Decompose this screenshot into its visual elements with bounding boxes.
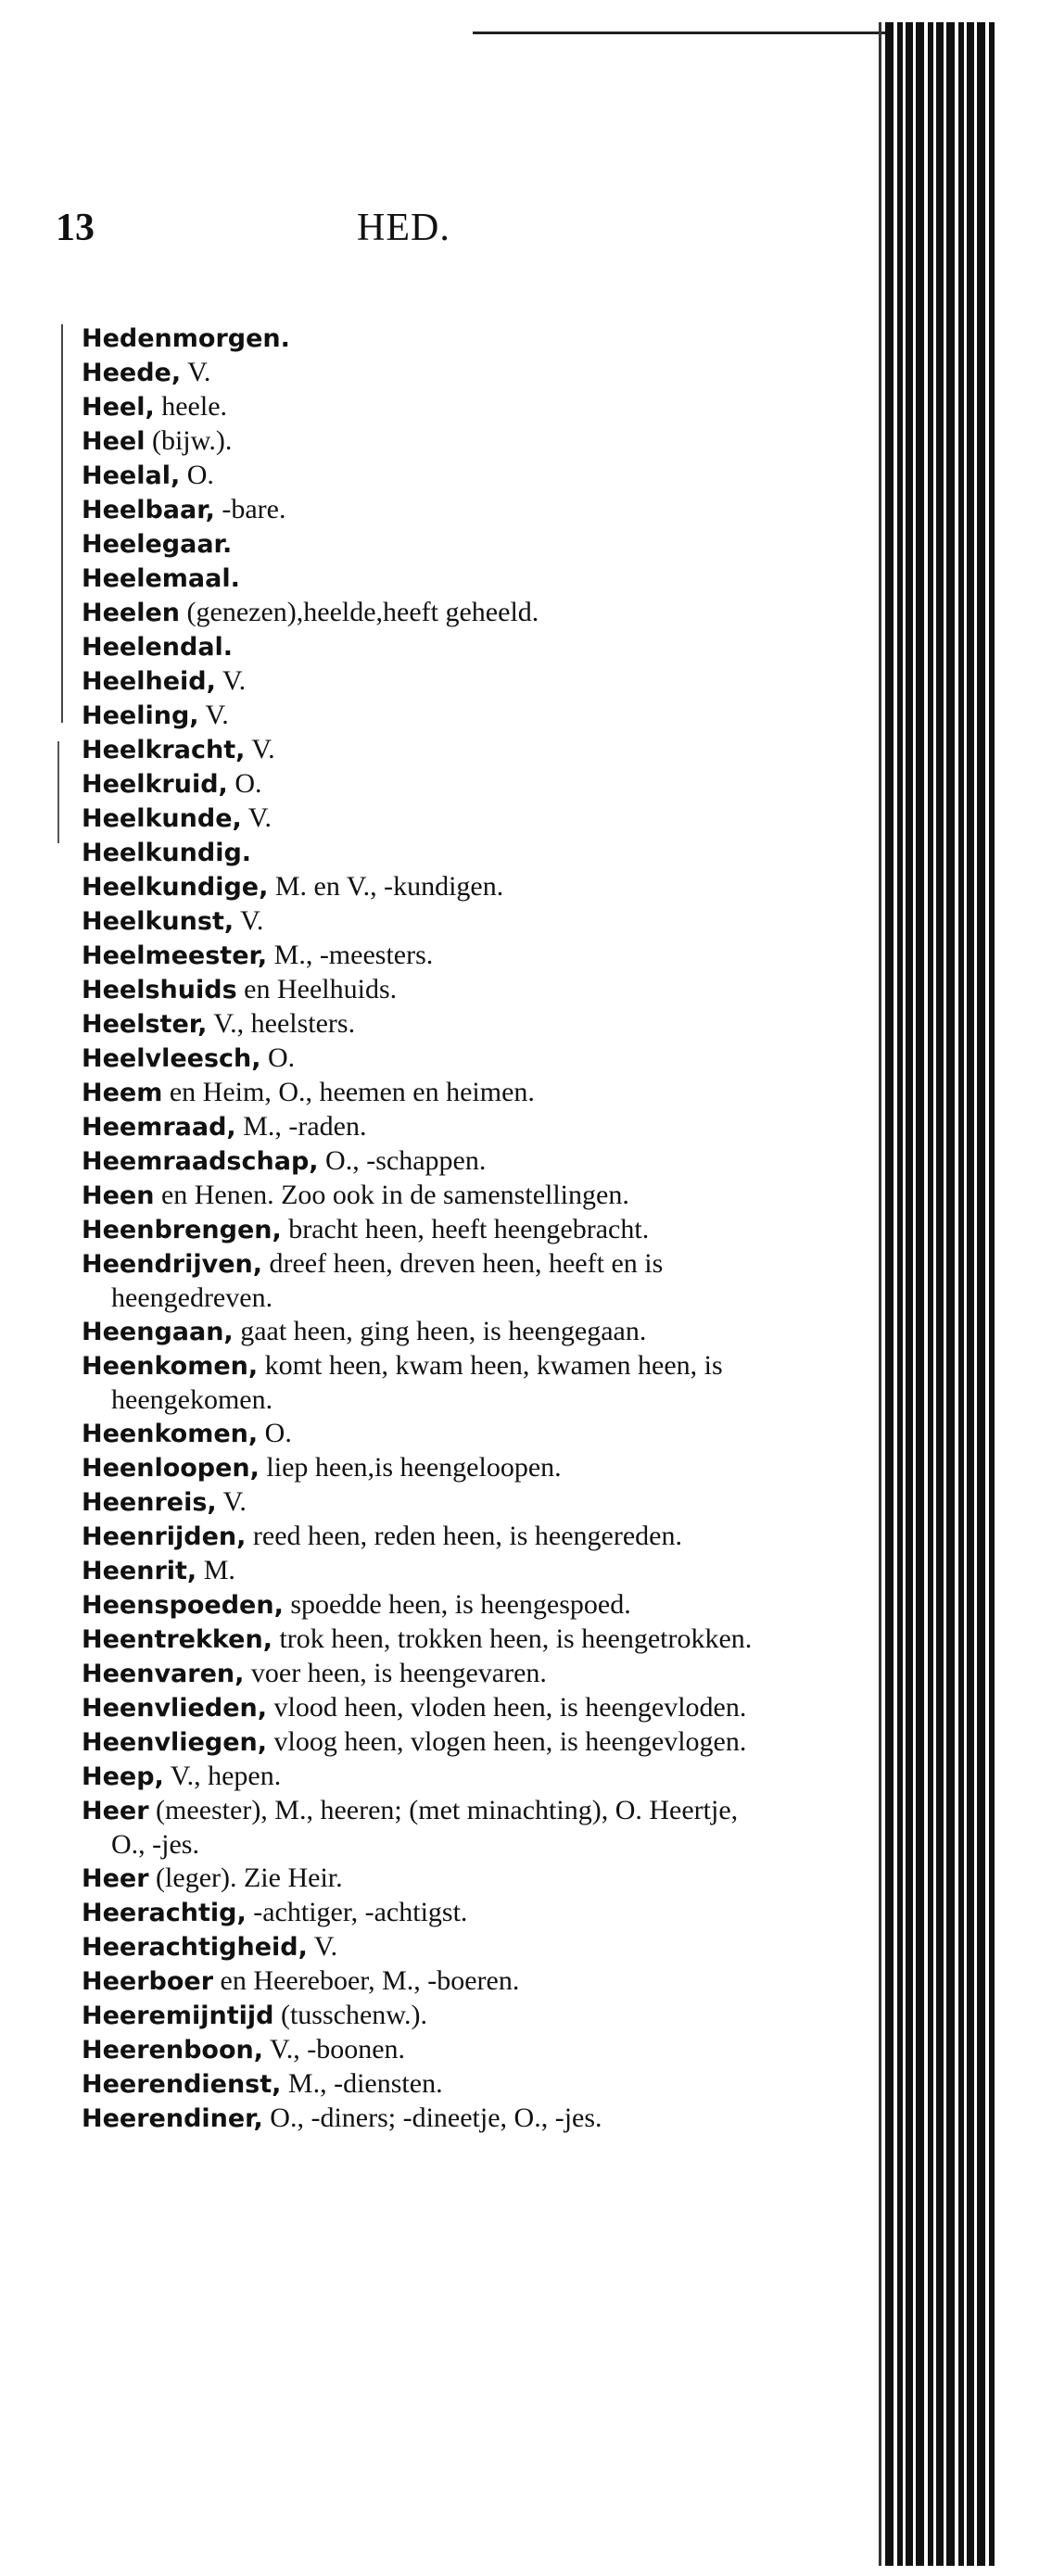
- dictionary-entry: [82, 1964, 767, 1999]
- entry-headword: Heenreis,: [82, 1488, 217, 1517]
- book-binding: [885, 22, 996, 2566]
- entry-definition: M., -meesters.: [267, 940, 434, 970]
- dictionary-entry: [82, 1451, 767, 1485]
- entry-definition: O.: [260, 1042, 296, 1073]
- dictionary-entry: [82, 1007, 767, 1042]
- dictionary-entry: [82, 1520, 767, 1554]
- entry-headword: Heenvliegen,: [82, 1728, 267, 1757]
- page-number: 13: [56, 207, 95, 249]
- running-head: HED.: [357, 207, 450, 249]
- dictionary-entry: [82, 1144, 767, 1179]
- dictionary-entry: [82, 1691, 767, 1725]
- dictionary-entry: [82, 562, 767, 596]
- dictionary-entry: [82, 1315, 767, 1349]
- entry-headword: Heenkomen,: [82, 1420, 259, 1448]
- dictionary-entry: [82, 459, 767, 493]
- entry-headword: Heerendiner,: [82, 2104, 263, 2133]
- dictionary-entry: [82, 870, 767, 904]
- dictionary-entry: [82, 1042, 767, 1076]
- entry-definition: dreef heen, dreven heen, heeft en is heengedreven.: [111, 1248, 664, 1313]
- entry-definition: V.: [234, 905, 264, 936]
- entry-definition: vloog heen, vlogen heen, is heengevlogen.: [266, 1726, 747, 1757]
- entry-headword: Heenrit,: [82, 1557, 197, 1585]
- entry-definition: -bare.: [214, 494, 286, 524]
- entry-headword: Heeling,: [82, 701, 199, 730]
- dictionary-entry: [82, 802, 767, 836]
- entry-definition: (meester), M., heeren; (met minachting), O. Heertje, O., -jes.: [111, 1795, 739, 1860]
- entry-definition: M., -raden.: [235, 1111, 367, 1142]
- entry-headword: Heentrekken,: [82, 1625, 273, 1654]
- entry-definition: O.: [258, 1418, 292, 1448]
- entry-definition: (tusschenw.).: [273, 2000, 427, 2030]
- dictionary-entries: [82, 322, 767, 2136]
- entry-definition: reed heen, reden heen, is heengereden.: [246, 1521, 682, 1551]
- entry-headword: Heelheid,: [82, 667, 216, 696]
- entry-headword: Heer: [82, 1797, 149, 1825]
- entry-headword: Heelal,: [82, 461, 181, 490]
- entry-definition: V.: [215, 665, 247, 696]
- binding-edge: [879, 22, 881, 2566]
- entry-headword: Heelen: [82, 599, 181, 627]
- entry-headword: Heerendienst,: [82, 2070, 282, 2099]
- entry-definition: bracht heen, heeft heengebracht.: [281, 1214, 650, 1244]
- entry-definition: en Henen. Zoo ook in de samenstellingen.: [154, 1180, 629, 1210]
- dictionary-entry: [82, 1076, 767, 1110]
- entry-headword: Heengaan,: [82, 1318, 234, 1346]
- entry-headword: Heeremijntijd: [82, 2001, 274, 2030]
- dictionary-entry: [82, 356, 767, 390]
- entry-headword: Heelkunde,: [82, 804, 242, 833]
- entry-headword: Heep,: [82, 1762, 164, 1791]
- entry-headword: Heel: [82, 427, 146, 456]
- entry-headword: Heendrijven,: [82, 1250, 262, 1279]
- entry-definition: -achtiger, -achtigst.: [246, 1897, 468, 1927]
- entry-definition: O., -schappen.: [318, 1145, 487, 1176]
- entry-definition: V.: [198, 700, 229, 730]
- entry-definition: heele.: [154, 391, 228, 422]
- entry-headword: Heerboer: [82, 1967, 214, 1996]
- entry-definition: (bijw.).: [145, 425, 233, 456]
- entry-definition: O.: [180, 460, 214, 490]
- entry-headword: Heelkruid,: [82, 770, 228, 799]
- entry-definition: O.: [227, 768, 262, 799]
- dictionary-entry: [82, 1349, 767, 1417]
- entry-headword: Heenkomen,: [82, 1352, 259, 1381]
- dictionary-entry: [82, 390, 767, 424]
- entry-headword: Heenvlieden,: [82, 1694, 267, 1723]
- entry-definition: en Heereboer, M., -boeren.: [213, 1965, 520, 1996]
- dictionary-entry: [82, 1760, 767, 1794]
- entry-definition: V., heelsters.: [207, 1008, 356, 1039]
- entry-headword: Heelkundig.: [82, 839, 252, 867]
- entry-headword: Heerachtig,: [82, 1899, 247, 1927]
- dictionary-entry: [82, 1247, 767, 1315]
- entry-definition: V.: [181, 357, 211, 387]
- dictionary-entry: [82, 973, 767, 1007]
- dictionary-entry: [82, 767, 767, 802]
- margin-rule: [61, 324, 63, 723]
- dictionary-entry: [82, 1623, 767, 1657]
- entry-definition: V., -boonen.: [262, 2034, 406, 2065]
- entry-headword: Heerenboon,: [82, 2036, 263, 2065]
- entry-headword: Heelshuids: [82, 976, 237, 1004]
- dictionary-entry: [82, 322, 767, 356]
- dictionary-entry: [82, 1930, 767, 1964]
- dictionary-entry: [82, 1725, 767, 1760]
- dictionary-entry: [82, 1999, 767, 2033]
- dictionary-entry: [82, 1896, 767, 1930]
- entry-definition: V.: [241, 802, 273, 833]
- entry-headword: Heelbaar,: [82, 496, 215, 524]
- dictionary-entry: [82, 1554, 767, 1588]
- dictionary-entry: [82, 2067, 767, 2102]
- entry-headword: Heenloopen,: [82, 1454, 260, 1483]
- dictionary-entry: [82, 1110, 767, 1144]
- entry-headword: Heelmeester,: [82, 941, 268, 970]
- dictionary-entry: [82, 664, 767, 699]
- dictionary-entry: [82, 1862, 767, 1896]
- entry-headword: Heerachtigheid,: [82, 1933, 308, 1962]
- entry-headword: Heel,: [82, 393, 155, 422]
- entry-headword: Heenspoeden,: [82, 1591, 284, 1620]
- entry-headword: Heenvaren,: [82, 1660, 245, 1688]
- dictionary-entry: [82, 1213, 767, 1247]
- entry-headword: Heenrijden,: [82, 1522, 247, 1551]
- dictionary-entry: [82, 1657, 767, 1691]
- entry-definition: trok heen, trokken heen, is heengetrokken.: [272, 1623, 753, 1654]
- entry-definition: V.: [307, 1931, 338, 1962]
- entry-definition: gaat heen, ging heen, is heengegaan.: [233, 1316, 647, 1346]
- dictionary-entry: [82, 836, 767, 870]
- entry-definition: (genezen),heelde,heeft geheeld.: [180, 597, 539, 627]
- margin-rule-lower: [57, 741, 59, 843]
- entry-definition: M., -diensten.: [281, 2068, 443, 2099]
- dictionary-entry: [82, 493, 767, 527]
- entry-definition: M. en V., -kundigen.: [268, 871, 504, 902]
- entry-definition: V., hepen.: [163, 1761, 282, 1791]
- dictionary-entry: [82, 733, 767, 767]
- entry-definition: V.: [216, 1486, 247, 1517]
- dictionary-entry: [82, 904, 767, 939]
- dictionary-entry: [82, 1588, 767, 1623]
- dictionary-entry: [82, 2102, 767, 2136]
- dictionary-entry: [82, 596, 767, 630]
- entry-definition: O., -diners; -dineetje, O., -jes.: [262, 2102, 602, 2133]
- dictionary-entry: [82, 699, 767, 733]
- dictionary-entry: [82, 424, 767, 459]
- dictionary-entry: [82, 1417, 767, 1451]
- entry-definition: spoedde heen, is heengespoed.: [283, 1589, 631, 1620]
- entry-headword: Hedenmorgen.: [82, 324, 290, 353]
- dictionary-entry: [82, 1485, 767, 1520]
- entry-definition: voer heen, is heengevaren.: [244, 1658, 547, 1688]
- entry-definition: en Heelhuids.: [236, 974, 398, 1004]
- entry-definition: liep heen,is heengeloopen.: [259, 1452, 562, 1483]
- entry-headword: Heer: [82, 1864, 149, 1893]
- entry-definition: vlood heen, vloden heen, is heengevloden.: [266, 1692, 747, 1723]
- entry-headword: Heelemaal.: [82, 564, 240, 593]
- entry-headword: Heelster,: [82, 1010, 208, 1039]
- entry-headword: Heelegaar.: [82, 530, 233, 559]
- entry-definition: komt heen, kwam heen, kwamen heen, is heengekomen.: [111, 1350, 723, 1415]
- entry-definition: (leger). Zie Heir.: [148, 1863, 343, 1893]
- entry-headword: Heelkundige,: [82, 873, 269, 902]
- dictionary-entry: [82, 630, 767, 664]
- entry-headword: Heelkracht,: [82, 736, 246, 764]
- dictionary-entry: [82, 1794, 767, 1862]
- entry-headword: Heelendal.: [82, 633, 234, 662]
- entry-headword: Heen: [82, 1181, 155, 1210]
- dictionary-entry: [82, 939, 767, 973]
- entry-definition: en Heim, O., heemen en heimen.: [162, 1077, 535, 1107]
- dictionary-entry: [82, 2033, 767, 2067]
- entry-headword: Heelvleesch,: [82, 1044, 261, 1073]
- dictionary-entry: [82, 1179, 767, 1213]
- entry-definition: M.: [196, 1555, 235, 1585]
- entry-headword: Heemraad,: [82, 1113, 236, 1142]
- dictionary-entry: [82, 527, 767, 562]
- entry-headword: Heemraadschap,: [82, 1147, 319, 1176]
- entry-definition: V.: [245, 734, 275, 764]
- entry-headword: Heede,: [82, 359, 182, 387]
- entry-headword: Heenbrengen,: [82, 1216, 282, 1244]
- entry-headword: Heem: [82, 1079, 163, 1107]
- entry-headword: Heelkunst,: [82, 907, 234, 936]
